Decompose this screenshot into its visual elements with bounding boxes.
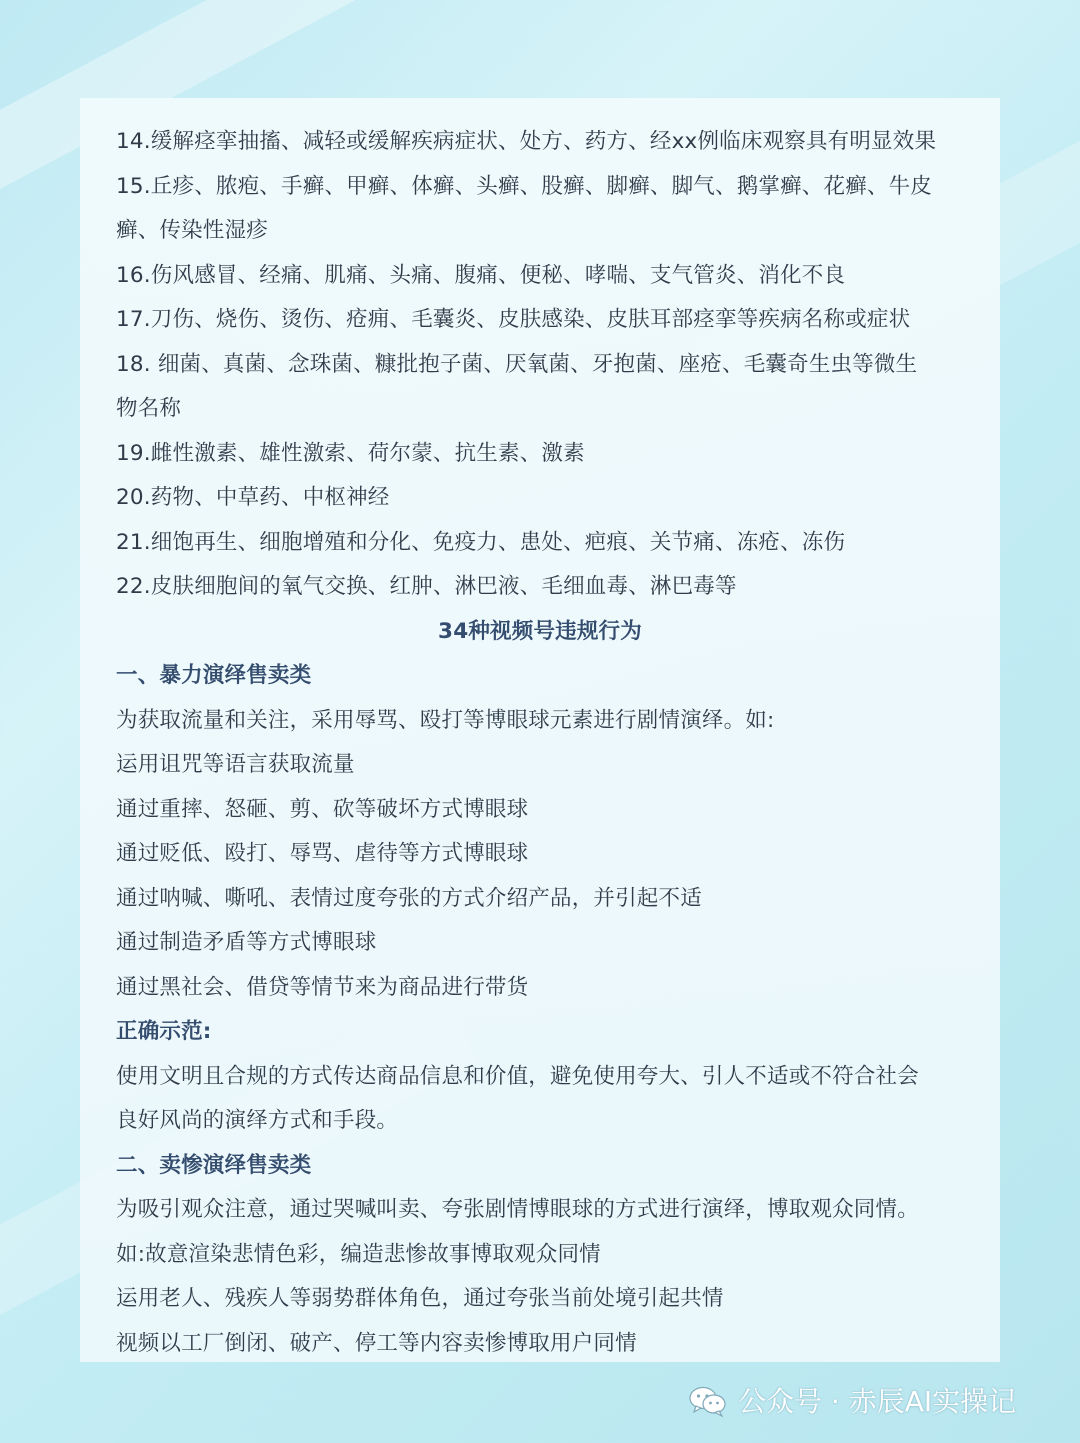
text-line: 癣、传染性湿疹	[116, 218, 268, 243]
text-line: 20.药物、中草药、中枢神经	[116, 485, 390, 510]
text-line: 通过重摔、怒砸、剪、砍等破坏方式博眼球	[116, 796, 529, 822]
text-line: 17.刀伤、烧伤、烫伤、疮痈、毛囊炎、皮肤感染、皮肤耳部痉挛等疾病名称或症状	[116, 307, 911, 332]
text-line: 运用老人、残疾人等弱势群体角色，通过夸张当前处境引起共情	[116, 1286, 724, 1311]
section-heading: 一、暴力演绎售卖类	[116, 663, 312, 688]
text-line: 通过黑社会、借贷等情节来为商品进行带货	[116, 974, 529, 1000]
text-line: 为获取流量和关注，采用辱骂、殴打等博眼球元素进行剧情演绎。如:	[116, 707, 775, 733]
text-line: 使用文明且合规的方式传达商品信息和价值，避免使用夸大、引人不适或不符合社会	[116, 1063, 919, 1089]
text-line: 通过贬低、殴打、辱骂、虐待等方式博眼球	[116, 841, 529, 866]
text-line: 19.雌性激素、雄性激索、荷尔蒙、抗生素、激素	[116, 440, 585, 466]
text-line: 18. 细菌、真菌、念珠菌、糠批抱子菌、厌氧菌、牙抱菌、座疮、毛囊奇生虫等微生	[116, 351, 918, 377]
text-line: 为吸引观众注意，通过哭喊叫卖、夸张剧情博眼球的方式进行演绎，博取观众同情。	[116, 1197, 919, 1222]
text-line: 通过呐喊、嘶吼、表情过度夸张的方式介绍产品，并引起不适	[116, 885, 702, 911]
text-line: 21.细饱再生、细胞增殖和分化、免疫力、患处、疤痕、关节痛、冻疮、冻伤	[116, 529, 846, 555]
text-line: 22.皮肤细胞间的氧气交换、红肿、淋巴液、毛细血毒、淋巴毒等	[116, 574, 737, 599]
watermark	[688, 1378, 1016, 1422]
text-line: 良好风尚的演绎方式和手段。	[116, 1108, 399, 1133]
section-title: 34种视频号违规行为	[438, 618, 642, 644]
text-line: 通过制造矛盾等方式博眼球	[116, 930, 377, 955]
subsection-heading: 正确示范:	[116, 1019, 212, 1044]
text-line: 视频以工厂倒闭、破产、停工等内容卖惨博取用户同情	[116, 1330, 637, 1356]
text-line: 运用诅咒等语言获取流量	[116, 752, 355, 777]
text-line: 如:故意渲染悲情色彩，编造悲惨故事博取观众同情	[116, 1241, 601, 1267]
text-line: 14.缓解痉挛抽搐、减轻或缓解疾病症状、处方、药方、经xx例临床观察具有明显效果	[116, 129, 937, 154]
wechat-icon	[688, 1385, 728, 1415]
text-line: 16.伤风感冒、经痛、肌痛、头痛、腹痛、便秘、哮喘、支气管炎、消化不良	[116, 262, 846, 288]
text-line: 物名称	[116, 396, 182, 421]
section-heading: 二、卖惨演绎售卖类	[116, 1152, 312, 1178]
content-card	[80, 98, 1000, 1362]
text-line: 15.丘疹、脓疱、手癣、甲癣、体癣、头癣、股癣、脚癣、脚气、鹅掌癣、花癣、牛皮	[116, 173, 932, 199]
watermark-text: 公众号 · 赤辰AI实操记	[738, 1385, 1017, 1418]
